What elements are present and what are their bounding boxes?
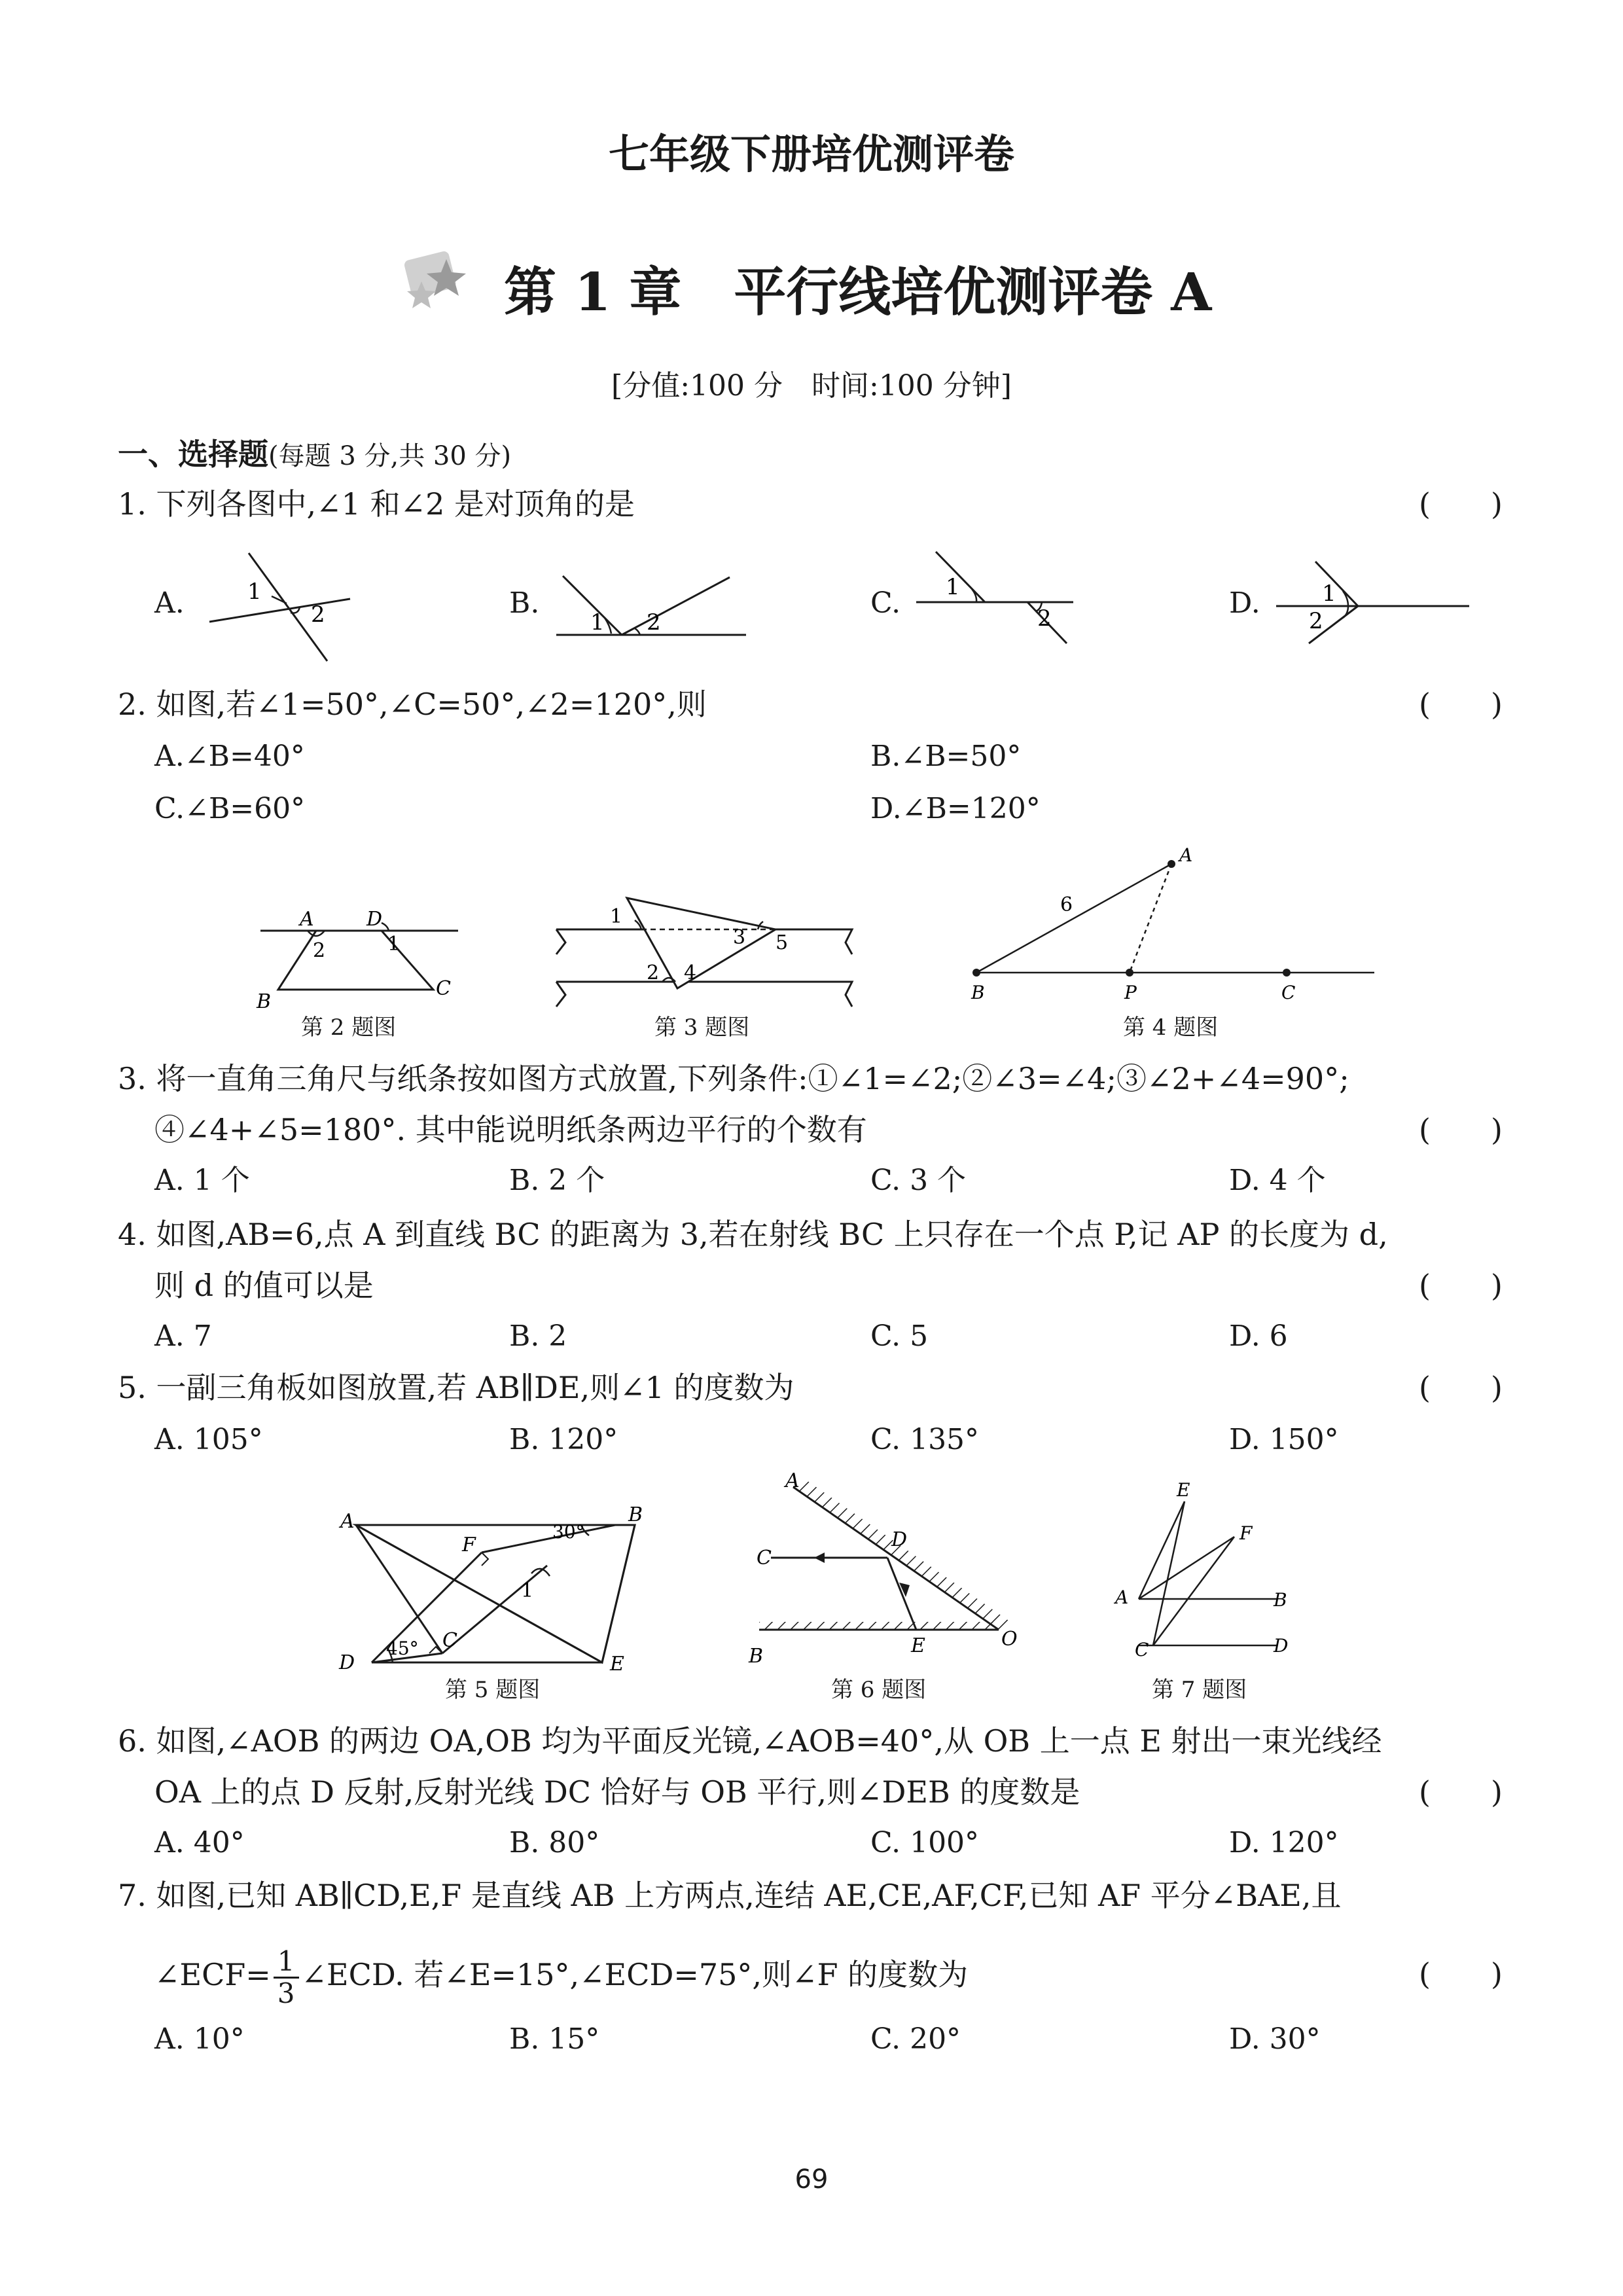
q1-option-a[interactable]: A.: [154, 586, 185, 620]
fig5-label-30: 30°: [552, 1521, 585, 1543]
fig5-label-45: 45°: [386, 1638, 419, 1659]
fig4-label-c: C: [1281, 982, 1296, 1003]
q3-option-a[interactable]: A. 1 个: [154, 1164, 250, 1197]
q5-answer-bracket[interactable]: ( ): [1419, 1370, 1503, 1405]
fig7-label-b: B: [1274, 1589, 1287, 1611]
fig6-label-c: C: [757, 1547, 772, 1570]
fig3-label-5: 5: [776, 931, 789, 954]
q5-option-a[interactable]: A. 105°: [154, 1423, 263, 1456]
fig7-caption: 第 7 题图: [1152, 1677, 1247, 1703]
q1a-label-2: 2: [311, 601, 325, 628]
fig6-label-b: B: [749, 1645, 764, 1668]
fig3-label-2: 2: [647, 961, 660, 984]
q6-option-d[interactable]: D. 120°: [1229, 1826, 1339, 1859]
fig6-label-e: E: [911, 1634, 925, 1657]
q7-frac-den: 3: [277, 1977, 295, 2009]
figure-6: [740, 1473, 1054, 1676]
fig2-caption: 第 2 题图: [301, 1014, 397, 1041]
fig4-caption: 第 4 题图: [1123, 1014, 1219, 1041]
fig4-label-b: B: [971, 982, 985, 1003]
fig7-label-a: A: [1115, 1587, 1129, 1608]
fig7-label-d: D: [1274, 1635, 1289, 1657]
q1d-label-1: 1: [1322, 581, 1336, 607]
fig3-label-4: 4: [684, 961, 697, 984]
fig5-label-1: 1: [521, 1579, 534, 1602]
fig5-label-c: C: [442, 1629, 457, 1652]
q2-answer-bracket[interactable]: ( ): [1419, 687, 1503, 722]
section-heading: [118, 435, 511, 476]
q2-stem: 2. 如图,若∠1=50°,∠C=50°,∠2=120°,则: [118, 687, 707, 722]
q7-line2-post: ∠ECD. 若∠E=15°,∠ECD=75°,则∠F 的度数为: [301, 1957, 969, 1992]
q1-option-b[interactable]: B.: [509, 586, 540, 620]
q1-figure-c: [910, 548, 1080, 647]
q2-option-b[interactable]: B.∠B=50°: [870, 740, 1022, 773]
q6-line2: OA 上的点 D 反射,反射光线 DC 恰好与 OB 平行,则∠DEB 的度数是: [154, 1774, 1080, 1810]
q3-option-c[interactable]: C. 3 个: [870, 1164, 967, 1197]
q1a-label-1: 1: [247, 579, 262, 605]
q7-line2: [154, 1939, 968, 2011]
q6-answer-bracket[interactable]: ( ): [1419, 1774, 1503, 1810]
fig5-label-e: E: [610, 1653, 624, 1676]
q5-stem: 5. 一副三角板如图放置,若 AB∥DE,则∠1 的度数为: [118, 1370, 794, 1405]
fig2-label-d: D: [366, 908, 383, 931]
fig7-label-e: E: [1177, 1479, 1190, 1501]
page-number: 69: [794, 2164, 829, 2195]
q7-option-a[interactable]: A. 10°: [154, 2022, 245, 2056]
q5-option-d[interactable]: D. 150°: [1229, 1423, 1339, 1456]
q4-option-a[interactable]: A. 7: [154, 1319, 212, 1353]
chapter-star-icon: [401, 241, 486, 319]
fig3-label-3: 3: [733, 926, 746, 949]
fig2-label-1: 1: [387, 933, 401, 956]
q1b-label-2: 2: [647, 609, 661, 636]
q6-option-a[interactable]: A. 40°: [154, 1826, 245, 1859]
figure-3: [550, 890, 864, 1008]
fig2-label-c: C: [436, 977, 451, 1000]
q4-line2: 则 d 的值可以是: [154, 1268, 374, 1303]
q4-option-d[interactable]: D. 6: [1229, 1319, 1288, 1353]
q7-option-d[interactable]: D. 30°: [1229, 2022, 1321, 2056]
q3-line2: ④∠4+∠5=180°. 其中能说明纸条两边平行的个数有: [154, 1112, 867, 1147]
figure-5: [327, 1499, 654, 1682]
fig5-caption: 第 5 题图: [445, 1677, 541, 1703]
fig6-caption: 第 6 题图: [831, 1677, 927, 1703]
fig2-label-2: 2: [313, 939, 326, 962]
q1-option-c[interactable]: C.: [870, 586, 901, 620]
q1-option-d[interactable]: D.: [1229, 586, 1260, 620]
q2-option-c[interactable]: C.∠B=60°: [154, 792, 306, 825]
q1d-label-2: 2: [1309, 608, 1323, 634]
fig4-label-6: 6: [1060, 893, 1073, 916]
q1-figure-a: [203, 547, 380, 671]
fig2-label-b: B: [257, 990, 272, 1011]
q1-figure-d: [1270, 555, 1479, 647]
q2-option-d[interactable]: D.∠B=120°: [870, 792, 1041, 825]
q7-line2-pre: ∠ECF=: [154, 1957, 271, 1992]
q1-answer-bracket[interactable]: ( ): [1419, 486, 1503, 522]
q3-option-b[interactable]: B. 2 个: [509, 1164, 605, 1197]
fig5-label-a: A: [340, 1510, 355, 1533]
figure-7: [1106, 1479, 1302, 1669]
q1c-label-1: 1: [946, 574, 960, 600]
q3-line1: 3. 将一直角三角尺与纸条按如图方式放置,下列条件:①∠1=∠2;②∠3=∠4;③∠2+∠4=90°;: [118, 1061, 1349, 1096]
fig5-label-d: D: [339, 1651, 355, 1674]
q7-option-c[interactable]: C. 20°: [870, 2022, 961, 2056]
q7-fraction: [274, 1946, 299, 2009]
q5-option-c[interactable]: C. 135°: [870, 1423, 980, 1456]
q1b-label-1: 1: [590, 609, 605, 636]
q4-answer-bracket[interactable]: ( ): [1419, 1268, 1503, 1303]
q4-line1: 4. 如图,AB=6,点 A 到直线 BC 的距离为 3,若在射线 BC 上只存在一个点 P,记 AP 的长度为 d,: [118, 1217, 1388, 1252]
section-note: (每题 3 分,共 30 分): [268, 441, 512, 471]
figure-2: [249, 897, 471, 1011]
fig6-label-d: D: [891, 1528, 908, 1551]
fig6-label-o: O: [1001, 1628, 1018, 1651]
fig3-caption: 第 3 题图: [654, 1014, 750, 1041]
q7-line1: 7. 如图,已知 AB∥CD,E,F 是直线 AB 上方两点,连结 AE,CE,AF,CF,已知 AF 平分∠BAE,且: [118, 1878, 1342, 1913]
q1-stem: 1. 下列各图中,∠1 和∠2 是对顶角的是: [118, 486, 635, 522]
fig6-label-a: A: [785, 1473, 800, 1492]
q1-figure-b: [550, 569, 753, 641]
fig3-label-1: 1: [610, 905, 623, 928]
q3-answer-bracket[interactable]: ( ): [1419, 1112, 1503, 1147]
q6-option-b[interactable]: B. 80°: [509, 1826, 600, 1859]
q7-option-b[interactable]: B. 15°: [509, 2022, 600, 2056]
q2-option-a[interactable]: A.∠B=40°: [154, 740, 305, 773]
fig7-label-c: C: [1135, 1639, 1149, 1660]
book-title: 七年级下册培优测评卷: [608, 130, 1014, 178]
q3-option-d[interactable]: D. 4 个: [1229, 1164, 1326, 1197]
fig5-label-b: B: [628, 1503, 643, 1526]
q5-option-b[interactable]: B. 120°: [509, 1423, 618, 1456]
figure-4: [955, 844, 1387, 1008]
q4-option-b[interactable]: B. 2: [509, 1319, 567, 1353]
q1c-label-2: 2: [1037, 605, 1052, 632]
q6-option-c[interactable]: C. 100°: [870, 1826, 980, 1859]
fig2-label-a: A: [300, 908, 314, 931]
fig7-label-f: F: [1240, 1522, 1253, 1544]
fig4-label-p: P: [1124, 982, 1137, 1003]
exam-meta: [分值:100 分 时间:100 分钟]: [611, 369, 1012, 403]
q6-line1: 6. 如图,∠AOB 的两边 OA,OB 均为平面反光镜,∠AOB=40°,从 OB 上一点 E 射出一束光线经: [118, 1723, 1382, 1759]
fig5-label-f: F: [462, 1534, 476, 1556]
fig4-label-a: A: [1179, 844, 1193, 866]
chapter-title: 第 1 章 平行线培优测评卷 A: [504, 261, 1212, 323]
q4-option-c[interactable]: C. 5: [870, 1319, 929, 1353]
section-heading-label: 一、选择题: [118, 437, 268, 472]
q7-frac-num: 1: [274, 1946, 299, 1979]
q7-answer-bracket[interactable]: ( ): [1419, 1956, 1503, 1992]
